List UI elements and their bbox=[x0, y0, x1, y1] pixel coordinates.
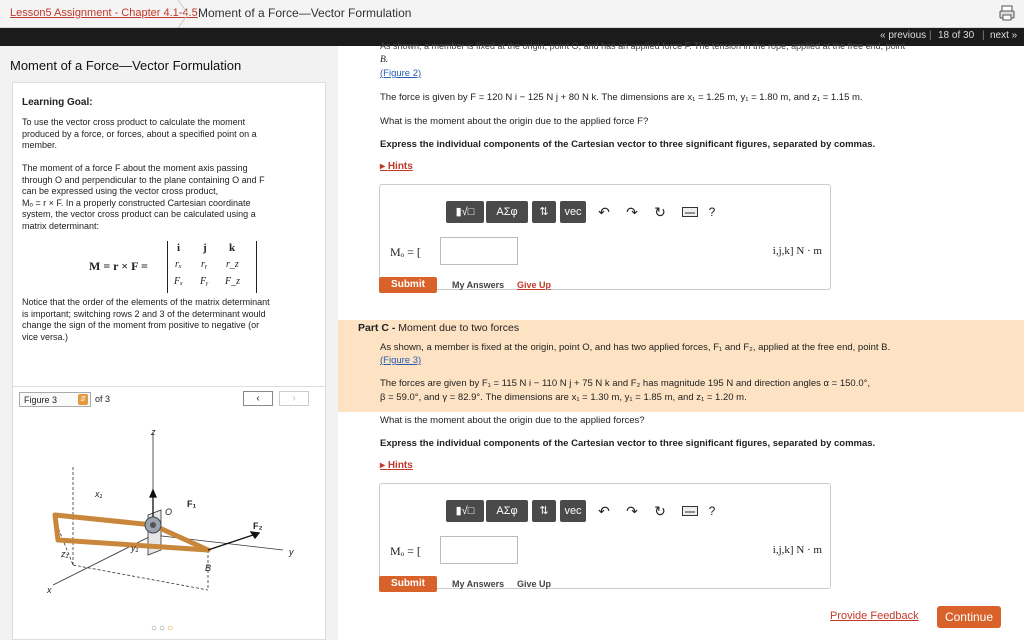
figure-select-value: Figure 3 bbox=[24, 395, 58, 405]
axis-label-y: y bbox=[289, 547, 294, 557]
matrix-cell: F_z bbox=[225, 276, 240, 287]
part-b-hints-link[interactable]: ▸ Hints bbox=[380, 161, 413, 172]
page-position: 18 of 30 bbox=[938, 30, 975, 41]
subscript-button[interactable]: ⇅ bbox=[532, 201, 556, 223]
vector-button[interactable]: vec bbox=[560, 201, 586, 223]
subscript-button[interactable]: ⇅ bbox=[532, 500, 556, 522]
top-bar bbox=[0, 0, 1024, 28]
theory-line: system, the vector cross product can be calculated using a bbox=[22, 209, 256, 219]
part-c-give-up[interactable]: Give Up bbox=[517, 579, 552, 589]
moment-label: Mₒ = [ bbox=[390, 245, 421, 259]
part-b-instruction: Express the individual components of the Cartesian vector to three significant figures, separated by commas. bbox=[380, 139, 876, 150]
matrix-cell: rᵧ bbox=[201, 259, 208, 270]
next-link[interactable]: next » bbox=[990, 30, 1018, 41]
moment-label: Mₒ = [ bbox=[390, 544, 421, 558]
redo-icon[interactable]: ↷ bbox=[626, 204, 638, 220]
goal-line: To use the vector cross product to calculate the moment bbox=[22, 117, 246, 127]
select-arrow-icon: ⇵ bbox=[78, 394, 88, 405]
part-c-line1: As shown, a member is fixed at the origin, point O, and has two applied forces, F₁ and F₂, applied at the free end, point B. bbox=[380, 342, 891, 353]
breadcrumb-page-title: Moment of a Force—Vector Formulation bbox=[198, 6, 412, 20]
breadcrumb-chevron-icon bbox=[176, 0, 190, 28]
keyboard-icon[interactable] bbox=[682, 506, 698, 516]
part-c-line3: β = 59.0°, and γ = 82.9°. The dimensions are x₁ = 1.30 m, y₁ = 1.85 m, and z₁ = 1.20 m. bbox=[380, 392, 747, 403]
theory-line: matrix determinant: bbox=[22, 220, 100, 231]
previous-link[interactable]: « previous bbox=[880, 30, 927, 41]
templates-button[interactable]: ▮√□ bbox=[446, 201, 484, 223]
part-b-intro-cut: As shown, a member is fixed at the origin, point O, and has an applied force F. The tension in the rope, applied at the free end, point bbox=[380, 41, 906, 51]
goal-line: produced by a force, or forces, about a specified point on a bbox=[22, 128, 257, 139]
moment-answer-input[interactable] bbox=[440, 237, 518, 265]
reset-icon[interactable]: ↻ bbox=[654, 204, 666, 220]
templates-button[interactable]: ▮√□ bbox=[446, 500, 484, 522]
part-b-give-up[interactable]: Give Up bbox=[517, 280, 552, 290]
redo-icon[interactable]: ↷ bbox=[626, 503, 638, 519]
matrix-cell: k bbox=[229, 242, 236, 254]
label-x1: x₁ bbox=[95, 489, 103, 499]
matrix-lhs: M = r × F = bbox=[89, 259, 148, 273]
greek-symbols-button[interactable]: ΑΣφ bbox=[486, 201, 528, 223]
label-b: B bbox=[205, 563, 212, 573]
notice-line: Notice that the order of the elements of the matrix determinant bbox=[22, 297, 270, 307]
part-c-title-text: Moment due to two forces bbox=[398, 322, 520, 334]
matrix-cell: rₓ bbox=[175, 259, 182, 270]
main-panel bbox=[338, 41, 1024, 640]
units-label: i,j,k] N · m bbox=[772, 544, 822, 556]
units-label: i,j,k] N · m bbox=[772, 245, 822, 257]
notice-line: is important; switching rows 2 and 3 of the determinant would bbox=[22, 308, 266, 319]
breadcrumb-assignment-link[interactable]: Lesson5 Assignment - Chapter 4.1-4.5 bbox=[10, 7, 198, 19]
part-c-instruction: Express the individual components of the Cartesian vector to three significant figures, separated by commas. bbox=[380, 438, 876, 449]
keyboard-icon[interactable] bbox=[682, 207, 698, 217]
part-c-header bbox=[338, 320, 1024, 412]
left-panel bbox=[0, 46, 338, 640]
notice-line: vice versa.) bbox=[22, 331, 69, 342]
part-c-hints-link[interactable]: ▸ Hints bbox=[380, 460, 413, 471]
theory-line: through O and perpendicular to the plane containing O and F bbox=[22, 174, 265, 185]
label-f1: F₁ bbox=[187, 499, 197, 509]
figure-3-link[interactable]: (Figure 3) bbox=[380, 355, 422, 366]
provide-feedback-link[interactable]: Provide Feedback bbox=[830, 610, 919, 622]
label-o: O bbox=[165, 507, 173, 517]
hints-label: Hints bbox=[387, 460, 413, 471]
figure-of-label: of 3 bbox=[95, 394, 111, 404]
figure-next-button[interactable]: › bbox=[279, 391, 309, 406]
theory-line: The moment of a force F about the moment axis passing bbox=[22, 163, 248, 173]
vector-button[interactable]: vec bbox=[560, 500, 586, 522]
matrix-cell: r_z bbox=[226, 259, 239, 270]
panel-title: Moment of a Force—Vector Formulation bbox=[10, 58, 242, 73]
part-b-answer-box bbox=[379, 184, 831, 290]
theory-line: can be expressed using the vector cross product, bbox=[22, 186, 219, 196]
label-y1: y₁ bbox=[131, 543, 139, 553]
nav-bar: « previous | 18 of 30 | next » bbox=[0, 28, 1024, 46]
goal-heading: Learning Goal: bbox=[22, 97, 93, 108]
label-f2: F₂ bbox=[253, 521, 263, 531]
matrix-cell: Fᵧ bbox=[200, 276, 209, 287]
part-c-submit-button[interactable]: Submit bbox=[379, 576, 437, 592]
figure-select[interactable] bbox=[19, 392, 91, 407]
part-c-line2: The forces are given by F₁ = 115 N i − 110 N j + 75 N k and F₂ has magnitude 195 N and direction angles α = 150.0°, bbox=[380, 378, 871, 389]
part-c-answer-box bbox=[379, 483, 831, 589]
point-b-label: B. bbox=[380, 55, 389, 65]
learning-goal-box bbox=[12, 82, 326, 404]
undo-icon[interactable]: ↶ bbox=[598, 204, 610, 220]
matrix-cell: j bbox=[203, 242, 207, 254]
part-c-my-answers[interactable]: My Answers bbox=[452, 579, 505, 589]
undo-icon[interactable]: ↶ bbox=[598, 503, 610, 519]
part-c-title: Part C - Moment due to two forces bbox=[358, 322, 520, 334]
notice-line: change the sign of the moment from positive to negative (or bbox=[22, 320, 260, 330]
determinant-formula bbox=[13, 239, 327, 295]
figure-panel bbox=[12, 386, 326, 640]
help-button[interactable]: ? bbox=[708, 504, 716, 518]
greek-symbols-button[interactable]: ΑΣφ bbox=[486, 500, 528, 522]
hints-label: Hints bbox=[387, 161, 413, 172]
figure-prev-button[interactable]: ‹ bbox=[243, 391, 273, 406]
goal-line: member. bbox=[22, 140, 58, 150]
part-b-submit-button[interactable]: Submit bbox=[379, 277, 437, 293]
part-b-force-line: The force is given by F = 120 N i − 125 N j + 80 N k. The dimensions are x₁ = 1.25 m, y₁ = 1.80 m, and z₁ = 1.15 m. bbox=[380, 92, 863, 103]
reset-icon[interactable]: ↻ bbox=[654, 503, 666, 519]
theory-line: Mₒ = r × F. In a properly constructed Cartesian coordinate bbox=[22, 197, 251, 208]
axis-label-x: x bbox=[47, 585, 52, 595]
label-z1: z₁ bbox=[61, 549, 69, 559]
part-b-my-answers[interactable]: My Answers bbox=[452, 280, 505, 290]
moment-answer-input[interactable] bbox=[440, 536, 518, 564]
help-button[interactable]: ? bbox=[708, 205, 716, 219]
axis-label-z: z bbox=[151, 427, 156, 437]
part-c-question: What is the moment about the origin due to the applied forces? bbox=[380, 415, 645, 426]
matrix-cell: Fₓ bbox=[174, 276, 183, 287]
print-icon[interactable] bbox=[998, 4, 1016, 22]
part-b-question: What is the moment about the origin due to the applied force F? bbox=[380, 116, 649, 127]
matrix-cell: i bbox=[177, 242, 181, 254]
figure-pager-dots: ○○○ bbox=[151, 623, 176, 634]
continue-button[interactable]: Continue bbox=[937, 606, 1001, 628]
figure-2-link[interactable]: (Figure 2) bbox=[380, 68, 422, 79]
